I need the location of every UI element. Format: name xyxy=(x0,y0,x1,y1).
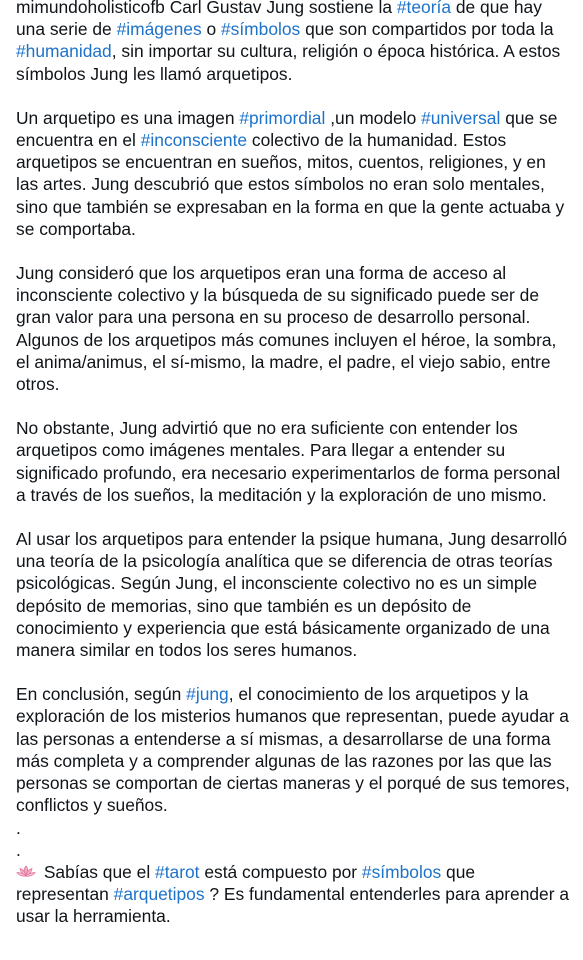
text: Sabías que el xyxy=(39,861,156,882)
hashtag-simbolos[interactable]: #símbolos xyxy=(220,19,301,40)
hashtag-tarot[interactable]: #tarot xyxy=(155,861,200,882)
hashtag-teoria[interactable]: #teoría xyxy=(396,0,452,17)
text: colectivo de la humanidad. Estos arquetipos se encuentran en sueños, mitos, cuentos, religiones, y en las artes. Jung descubrió que estos símbolos no eran solo mentales, sino que también se expresaban en la forma en que la gente actuaba y se comportaba. xyxy=(16,130,565,239)
text: ,un modelo xyxy=(325,107,422,128)
lotus-icon xyxy=(16,862,36,876)
text: de que hay una serie de xyxy=(16,0,542,40)
paragraph-4: No obstante, Jung advirtió que no era suficiente con entender los arquetipos como imágenes mentales. Para llegar a entender su significado profundo, era necesario experimentarlos de forma personal a través de los sueños, la meditación y la exploración de uno mismo. xyxy=(16,418,561,505)
text: que representan xyxy=(16,861,476,905)
text: Un arquetipo es una imagen xyxy=(16,107,240,128)
text: está compuesto por xyxy=(199,861,362,882)
text: , el conocimiento de los arquetipos y la exploración de los misterios humanos que representan, puede ayudar a las personas a entenderse a sí mismas, a desarrollarse de una forma más completa y a comprender algunas de las razones por las que las personas se comportan de ciertas maneras y el porqué de sus temores, conflictos y sueños. xyxy=(16,684,570,816)
text: mimundoholisticofb Carl Gustav Jung sostiene la xyxy=(16,0,397,17)
paragraph-3: Jung consideró que los arquetipos eran una forma de acceso al inconsciente colectivo y la búsqueda de su significado puede ser de gran valor para una persona en su proceso de desarrollo personal. Algunos de los arquetipos más comunes incluyen el héroe, la sombra, el anima/animus, el sí-mismo, la madre, el padre, el viejo sabio, entre otros. xyxy=(16,263,557,395)
text: En conclusión, según xyxy=(16,684,187,705)
text: ? Es fundamental entenderles para aprender a usar la herramienta. xyxy=(16,884,570,927)
hashtag-jung[interactable]: #jung xyxy=(186,684,229,705)
text: que son compartidos por toda la xyxy=(300,19,554,40)
hashtag-simbolos[interactable]: #símbolos xyxy=(361,861,442,882)
dot-separator: . xyxy=(16,839,21,860)
dot-separator: . xyxy=(16,817,21,838)
hashtag-arquetipos[interactable]: #arquetipos xyxy=(113,884,205,905)
text: o xyxy=(201,19,221,40)
paragraph-7 xyxy=(16,861,572,928)
hashtag-imagenes[interactable]: #imágenes xyxy=(116,19,202,40)
paragraph-1 xyxy=(16,0,572,85)
hashtag-inconsciente[interactable]: #inconsciente xyxy=(140,130,248,151)
text: que se encuentra en el xyxy=(16,107,558,151)
paragraph-5: Al usar los arquetipos para entender la psique humana, Jung desarrolló una teoría de la psicología analítica que se diferencia de otras teorías psicológicas. Según Jung, el inconsciente colectivo no es un simple depósito de memorias, sino que también es un depósito de conocimiento y experiencia que está básicamente organizado de una manera similar en todos los seres humanos. xyxy=(16,529,568,661)
post-body xyxy=(16,0,572,928)
paragraph-6 xyxy=(16,683,572,816)
hashtag-universal[interactable]: #universal xyxy=(421,107,501,128)
hashtag-primordial[interactable]: #primordial xyxy=(239,107,326,128)
text: , sin importar su cultura, religión o época histórica. A estos símbolos Jung les llamó arquetipos. xyxy=(16,41,561,84)
paragraph-2 xyxy=(16,107,572,240)
hashtag-humanidad[interactable]: #humanidad xyxy=(16,41,112,62)
